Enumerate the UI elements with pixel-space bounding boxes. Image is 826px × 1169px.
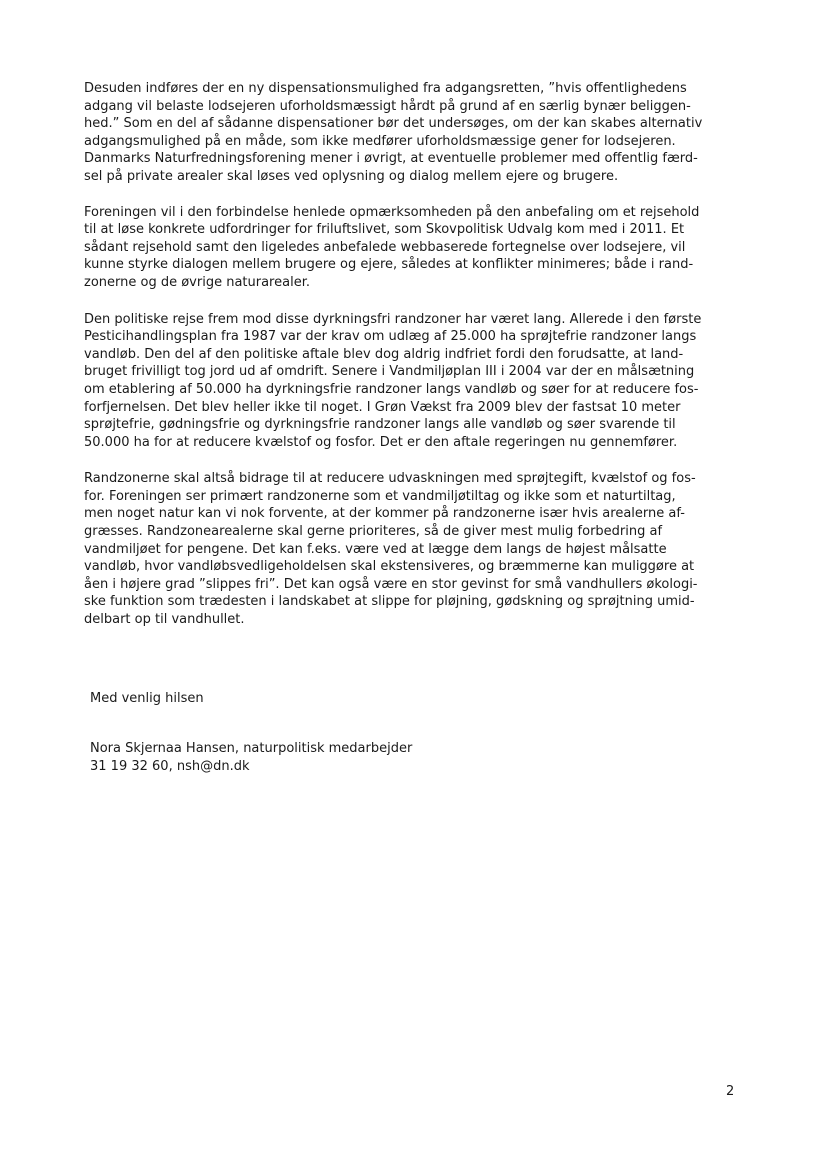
signature-name: Nora Skjernaa Hansen, naturpolitisk medarbejder <box>90 741 413 756</box>
signature-contact: 31 19 32 60, nsh@dn.dk <box>90 758 250 774</box>
closing-greeting: Med venlig hilsen <box>90 691 204 706</box>
paragraph-political-history: Den politiske rejse frem mod disse dyrkningsfri randzoner har været lang. Allerede i den første Pesticihandlingsplan fra 1987 var der krav om udlæg af 25.000 ha sprøjtefrie randzoner langs vandløb. Den del af den politiske aftale blev dog aldrig indfriet fordi den forudsatte, at land- bruget frivilligt tog jord ud af omdrift. Senere i Vandmiljøplan III i 2004 var der en målsætning om etablering af 50.000 ha dyrkningsfrie randzoner langs vandløb og søer for at reducere fos- forfjernelsen. Det blev heller ikke til noget. I Grøn Vækst fra 2009 blev der fastsat 10 meter sprøjtefrie, gødningsfrie og dyrkningsfrie randzoner langs alle vandløb og søer svarende til 50.000 ha for at reducere kvælstof og fosfor. Det er den aftale regeringen nu gennemfører. <box>84 311 702 450</box>
signature-block <box>90 740 412 775</box>
paragraph-randzoner-purpose: Randzonerne skal altså bidrage til at reducere udvaskningen med sprøjtegift, kvælstof og fos- for. Foreningen ser primært randzonerne som et vandmiljøtiltag og ikke som et naturtiltag, men noget natur kan vi nok forvente, at der kommer på randzonerne især hvis arealerne af- græsses. Randzonearealerne skal gerne prioriteres, så de giver mest mulig forbedring af vandmiljøet for pengene. Det kan f.eks. være ved at lægge dem langs de højest målsatte vandløb, hvor vandløbsvedligeholdelsen skal ekstensiveres, og bræmmerne kan muliggøre at åen i højere grad ”slippes fri”. Det kan også være en stor gevinst for små vandhullers økologi- ske funktion som trædesten i landskabet at slippe for pløjning, gødskning og sprøjtning umid- delbart op til vandhullet. <box>84 471 698 628</box>
paragraph-rejsehold: Foreningen vil i den forbindelse henlede opmærksomheden på den anbefaling om et rejsehold til at løse konkrete udfordringer for friluftslivet, som Skovpolitisk Udvalg kom med i 2011. Et sådant rejsehold samt den ligeledes anbefalede webbaserede fortegnelse over lodsejere, vil kunne styrke dialogen mellem brugere og ejere, således at konflikter minimeres; både i rand- zonerne og de øvrige naturarealer. <box>84 204 700 290</box>
letter-body <box>84 80 744 648</box>
page-number: 2 <box>726 1084 735 1099</box>
paragraph-dispensation: Desuden indføres der en ny dispensationsmulighed fra adgangsretten, ”hvis offentlighedens adgang vil belaste lodsejeren uforholdsmæssigt hårdt på grund af en særlig bynær beliggen- hed.” Som en del af sådanne dispensationer bør det undersøges, om der kan skabes alternativ adgangsmulighed på en måde, som ikke medfører uforholdsmæssige gener for lodsejeren. Danmarks Naturfredningsforening mener i øvrigt, at eventuelle problemer med offentlig færd- sel på private arealer skal løses ved oplysning og dialog mellem ejere og brugere. <box>84 81 703 184</box>
